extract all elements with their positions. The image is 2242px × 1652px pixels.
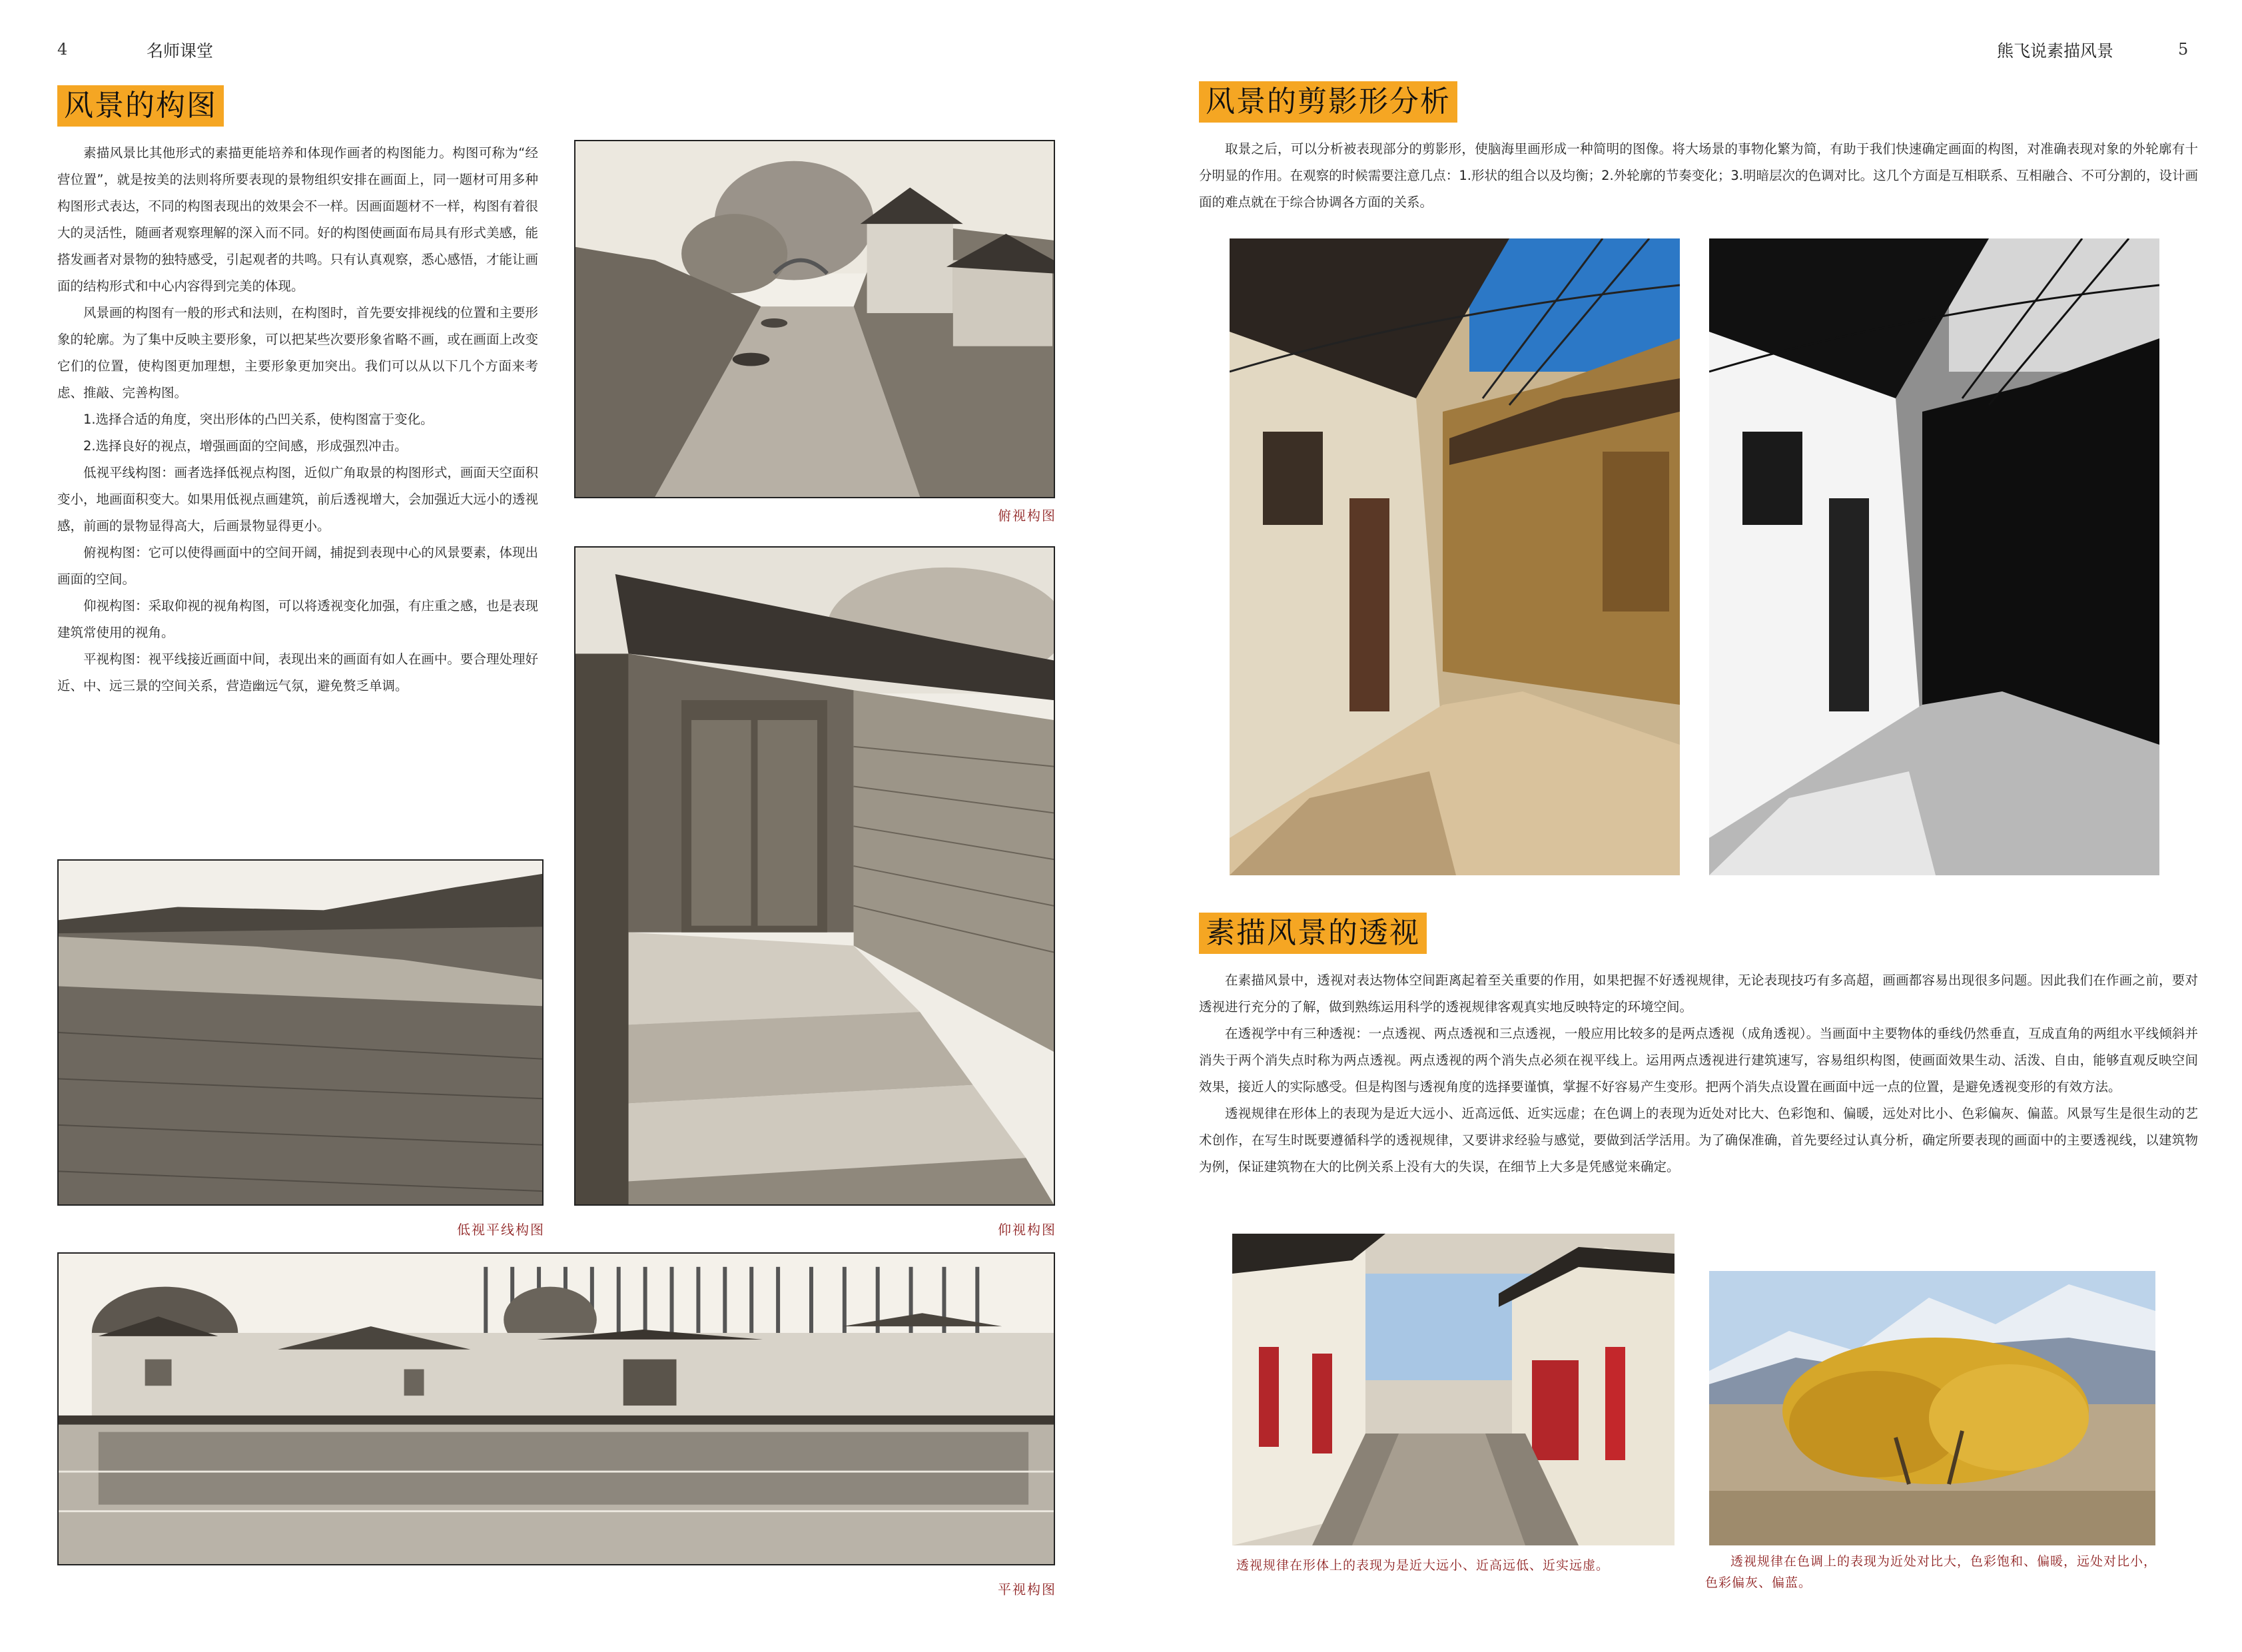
village-sketch-image [57, 1252, 1055, 1565]
caption-form-perspective: 透视规律在形体上的表现为是近大远小、近高远低、近实远虚。 [1236, 1558, 1610, 1573]
alley-silhouette-image [1709, 238, 2159, 875]
left-paragraph: 1.选择合适的角度，突出形体的凸凹关系，使构图富于变化。 [83, 412, 434, 427]
right-paragraph: 透视规律在形体上的表现为是近大远小、近高远低、近实远虚；在色调上的表现为近处对比大、色彩饱和、偏暖，远处对比小、色彩偏灰、偏蓝。风景写生是很生动的艺术创作，在写生时既要遵循科学的透视规律，又要讲求经验与感觉，要做到活学活用。为了确保准确，首先要经过认真分析，确定所要表现的画面中的主要透视线，以建筑物为例，保证建筑物在大的比例关系上没有大的失误，在细节上大多是凭感觉来确定。 [1199, 1106, 2198, 1174]
right-paragraph: 在素描风景中，透视对表达物体空间距离起着至关重要的作用，如果把握不好透视规律，无论表现技巧有多高超，画画都容易出现很多问题。因此我们在作画之前，要对透视进行充分的了解，做到熟练运用科学的透视规律客观真实地反映特定的环境空间。 [1199, 973, 2198, 1015]
left-paragraph: 平视构图：视平线接近画面中间，表现出来的画面有如人在画中。要合理处理好近、中、远三景的空间关系，营造幽远气氛，避免赘乏单调。 [57, 651, 538, 693]
left-paragraph: 仰视构图：采取仰视的视角构图，可以将透视变化加强，有庄重之感，也是表现建筑常使用的视角。 [57, 598, 538, 640]
left-page-number: 4 [57, 40, 68, 59]
caption-upward-view: 仰视构图 [998, 1222, 1056, 1238]
perspective-body-text [1199, 967, 2198, 1180]
right-running-head: 熊飞说素描风景 [1997, 41, 2114, 61]
left-heading: 风景的构图 [57, 85, 224, 127]
silhouette-body-text [1199, 136, 2198, 216]
right-paragraph: 在透视学中有三种透视：一点透视、两点透视和三点透视，一般应用比较多的是两点透视（成角透视）。当画面中主要物体的垂线仍然垂直，互成直角的两组水平线倾斜并消失于两个消失点时称为两点透视。两点透视的两个消失点必须在视平线上。运用两点透视进行建筑速写，容易组织构图，使画面效果生动、活泼、自由，能够直观反映空间效果，接近人的实际感受。但是构图与透视角度的选择要谨慎，掌握不好容易产生变形。把两个消失点设置在画面中远一点的位置，是避免透视变形的有效方法。 [1199, 1026, 2198, 1094]
caption-level-view: 平视构图 [998, 1581, 1056, 1597]
left-paragraph: 素描风景比其他形式的素描更能培养和体现作画者的构图能力。构图可称为“经营位置”，就是按美的法则将所要表现的景物组织安排在画面上，同一题材可用多种构图形式表达，不同的构图表现出的效果会不一样。因画面题材不一样，构图有着很大的灵活性，随画者观察理解的深入而不同。好的构图使画面布局具有形式美感，能搭发画者对景物的独特感受，引起观者的共鸣。只有认真观察，悉心感悟，才能让画面的结构形式和中心内容得到完美的体现。 [57, 145, 538, 294]
caption-low-horizon: 低视平线构图 [457, 1222, 545, 1238]
caption-tone-perspective: 透视规律在色调上的表现为近处对比大，色彩饱和、偏暖，远处对比小，色彩偏灰、偏蓝。 [1705, 1554, 2157, 1590]
tree-photo-image [1709, 1271, 2155, 1545]
left-running-head: 名师课堂 [147, 41, 214, 61]
left-paragraph: 风景画的构图有一般的形式和法则，在构图时，首先要安排视线的位置和主要形象的轮廓。为了集中反映主要形象，可以把某些次要形象省略不画，或在画面上改变它们的位置，使构图更加理想，主要形象更加突出。我们可以从以下几个方面来考虑、推敲、完善构图。 [57, 305, 538, 400]
right-paragraph: 取景之后，可以分析被表现部分的剪影形，使脑海里画形成一种简明的图像。将大场景的事物化繁为简，有助于我们快速确定画面的构图，对准确表现对象的外轮廓有十分明显的作用。在观察的时候需要注意几点：1.形状的组合以及均衡；2.外轮廓的节奏变化；3.明暗层次的色调对比。这几个方面是互相联系、互相融合、不可分割的，设计画面的难点就在于综合协调各方面的关系。 [1199, 141, 2198, 210]
right-page-number: 5 [2178, 40, 2189, 59]
left-paragraph: 2.选择良好的视点，增强画面的空间感，形成强烈冲击。 [83, 438, 408, 454]
caption-overhead-view: 俯视构图 [998, 508, 1056, 524]
left-paragraph: 俯视构图：它可以使得画面中的空间开阔，捕捉到表现中心的风景要素，体现出画面的空间。 [57, 545, 538, 587]
right-heading-perspective: 素描风景的透视 [1199, 913, 1427, 954]
lane-photo-image [1232, 1234, 1675, 1545]
canal-sketch-image [574, 140, 1055, 498]
field-sketch-image [57, 859, 544, 1206]
doorway-sketch-image [574, 546, 1055, 1206]
left-paragraph: 低视平线构图：画者选择低视点构图，近似广角取景的构图形式，画面天空面积变小，地画面积变大。如果用低视点画建筑，前后透视增大，会加强近大远小的透视感，前画的景物显得高大，后画景物显得更小。 [57, 465, 538, 534]
left-body-text [57, 140, 538, 699]
alley-photo-image [1230, 238, 1680, 875]
right-heading-silhouette: 风景的剪影形分析 [1199, 81, 1457, 123]
